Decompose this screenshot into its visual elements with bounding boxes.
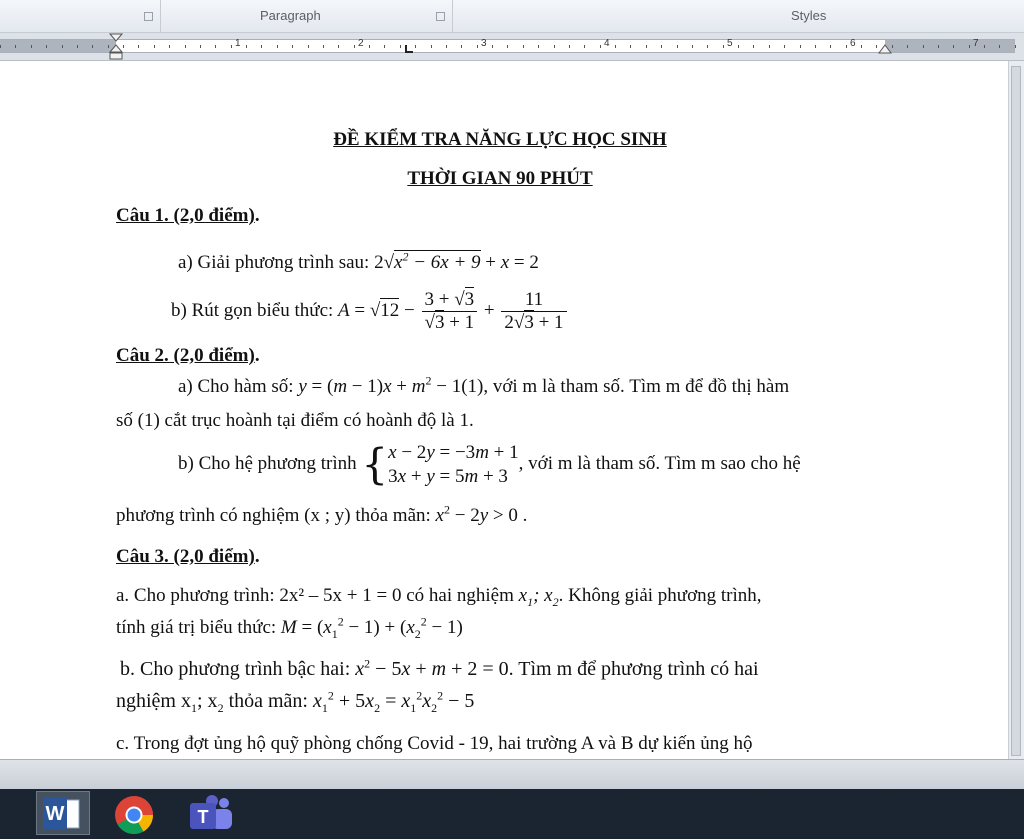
teams-icon xyxy=(186,791,238,835)
q3b-line2: nghiệm $x_1$; $x_2$ thỏa mãn: $x_1^2 + 5x_2 = x_1^2x_2^2 - 5$ xyxy=(116,688,475,715)
ruler-tick xyxy=(507,45,508,48)
ruler-tick xyxy=(246,45,247,48)
ruler-right-margin xyxy=(885,40,1014,52)
ruler-tick xyxy=(984,45,985,48)
ruler-number: 7 xyxy=(973,38,979,49)
ruler-tick xyxy=(292,45,293,48)
ruler-tick xyxy=(169,45,170,48)
q3a-line xyxy=(116,584,762,608)
ribbon-group-labels xyxy=(0,0,1024,33)
ruler-tick xyxy=(630,45,631,48)
ruler-tick xyxy=(523,45,524,48)
ruler-tick xyxy=(92,45,93,48)
ruler-tick xyxy=(861,45,862,48)
ruler-tick xyxy=(77,45,78,48)
q1a-line xyxy=(178,251,539,275)
ruler-tick xyxy=(846,45,847,48)
q2b-line2-text: phương trình có nghiệm (x ; y) thỏa mãn: xyxy=(116,505,436,526)
ruler-tick xyxy=(753,45,754,48)
q3b-suffix: . Tìm m để phương trình có hai xyxy=(508,658,759,680)
ruler-tick xyxy=(769,45,770,48)
q3c-line: c. Trong đợt ủng hộ quỹ phòng chống Covid - 19, hai trường A và B dự kiến ủng hộ xyxy=(116,733,753,754)
font-dialog-launcher-icon[interactable] xyxy=(144,12,153,21)
ruler-tick xyxy=(538,45,539,48)
q2b-suffix: , với m là tham số. Tìm m sao cho hệ xyxy=(518,453,801,474)
q2b-system: x − 2y = −3m + 1 3x + y = 5m + 3 xyxy=(388,441,519,487)
system-brace: { xyxy=(361,439,389,489)
ruler-tick xyxy=(938,45,939,48)
horizontal-ruler[interactable] xyxy=(0,33,1024,61)
q2b-line xyxy=(178,438,801,490)
ruler-tick xyxy=(876,45,877,48)
ruler-tick xyxy=(677,45,678,48)
q1b-equation: A = √12 − $\frac{3 + √3}{√3 + 1}$ + $\frac{11}{2√3 + 1}$ xyxy=(338,300,569,321)
ruler-tick xyxy=(215,45,216,48)
q1b-line xyxy=(171,287,569,335)
q3a-suffix: . Không giải phương trình, xyxy=(558,585,762,606)
horizontal-scrollbar[interactable] xyxy=(0,759,1024,789)
q3b-equation: $x^2 - 5x + m + 2 = 0$ xyxy=(355,656,509,680)
ruler-tick xyxy=(492,45,493,48)
ruler-tick xyxy=(692,45,693,48)
taskbar-word-button[interactable] xyxy=(36,791,90,835)
ruler-tick xyxy=(892,45,893,48)
q2a-line2: số (1) cắt trục hoành tại điểm có hoành độ là 1. xyxy=(116,410,474,431)
svg-text:T: T xyxy=(197,807,209,827)
q2b-condition: $x^2 - 2y > 0$ . xyxy=(435,502,528,526)
ruler-tick xyxy=(738,45,739,48)
ruler-tick xyxy=(354,45,355,48)
ruler-tick xyxy=(969,45,970,48)
q3-heading: Câu 3. (2,0 điểm). xyxy=(116,546,260,567)
ruler-tick xyxy=(600,45,601,48)
ruler-tick xyxy=(62,45,63,48)
q3b-line2-prefix: nghiệm x xyxy=(116,690,191,712)
ruler-tick xyxy=(200,45,201,48)
ruler-tick xyxy=(15,45,16,48)
ribbon-group-paragraph xyxy=(161,0,453,32)
q1b-prefix: b) Rút gọn biểu thức: xyxy=(171,300,339,321)
ruler-number: 5 xyxy=(727,38,733,49)
ruler-tick xyxy=(323,45,324,48)
q2a-line xyxy=(178,375,789,399)
ruler-tick xyxy=(384,45,385,48)
ruler-tick xyxy=(400,45,401,48)
chrome-icon xyxy=(108,791,160,835)
q3a-line2-text: tính giá trị biểu thức: xyxy=(116,617,281,638)
ruler-number: 2 xyxy=(358,38,364,49)
ruler-number: 4 xyxy=(604,38,610,49)
ruler-tick xyxy=(830,45,831,48)
taskbar xyxy=(0,789,1024,839)
q3b-condition: $x_1^2 + 5x_2 = x_1^2x_2^2 - 5$ xyxy=(313,688,475,715)
document-title: ĐỀ KIỂM TRA NĂNG LỰC HỌC SINH xyxy=(333,129,667,150)
ruler-tick xyxy=(554,45,555,48)
vertical-scrollbar-thumb[interactable] xyxy=(1011,66,1021,756)
ruler-tick xyxy=(261,45,262,48)
q2b-prefix: b) Cho hệ phương trình xyxy=(178,453,357,474)
q2-heading: Câu 2. (2,0 điểm). xyxy=(116,345,260,366)
ruler-tick xyxy=(907,45,908,48)
ruler-tick xyxy=(31,45,32,48)
ruler-tick xyxy=(46,45,47,48)
document-subtitle: THỜI GIAN 90 PHÚT xyxy=(407,168,593,189)
q2b-line2 xyxy=(116,504,527,528)
q3b-prefix: b. Cho phương trình bậc hai: xyxy=(120,658,356,680)
ruler-tick xyxy=(338,45,339,48)
paragraph-dialog-launcher-icon[interactable] xyxy=(436,12,445,21)
q2a-prefix: a) Cho hàm số: xyxy=(178,376,299,397)
ruler-tick xyxy=(431,45,432,48)
ruler-tick xyxy=(646,45,647,48)
ribbon-group-font xyxy=(0,0,161,32)
word-icon xyxy=(37,792,89,834)
ruler-tick xyxy=(369,45,370,48)
ruler-tick xyxy=(415,45,416,48)
q3b-line2-mid: thỏa mãn: xyxy=(223,690,313,712)
ruler-tick xyxy=(661,45,662,48)
ruler-tick xyxy=(569,45,570,48)
q2a-suffix: , với m là tham số. Tìm m để đồ thị hàm xyxy=(483,376,790,397)
q3a-prefix: a. Cho phương trình: 2x² – 5x + 1 = 0 có hai nghiệm xyxy=(116,585,519,606)
taskbar-chrome-button[interactable] xyxy=(108,791,162,835)
tab-stop-icon[interactable] xyxy=(404,44,414,54)
ruler-tick xyxy=(154,45,155,48)
indent-marker-icon[interactable] xyxy=(108,33,124,60)
right-indent-marker-icon[interactable] xyxy=(878,42,892,54)
ruler-tick xyxy=(231,45,232,48)
ruler-tick xyxy=(784,45,785,48)
q1-heading: Câu 1. (2,0 điểm). xyxy=(116,205,260,226)
q3a-expression: $M = (x_1^2 - 1) + (x_2^2 - 1)$ xyxy=(280,614,463,641)
ruler-tick xyxy=(308,45,309,48)
svg-text:W: W xyxy=(45,803,65,825)
document-page[interactable] xyxy=(0,61,1008,759)
ruler-tick xyxy=(461,45,462,48)
ruler-number: 6 xyxy=(850,38,856,49)
q3a-roots: $x_1$; $x_2$ xyxy=(518,585,559,609)
ribbon-group-styles xyxy=(453,0,1024,32)
ruler-tick xyxy=(999,45,1000,48)
ruler-tick xyxy=(615,45,616,48)
ruler-tick xyxy=(815,45,816,48)
ruler-number: 3 xyxy=(481,38,487,49)
q1a-equation: $2√x^2 - 6x + 9 + x = 2$ xyxy=(374,249,539,273)
ruler-tick xyxy=(1015,45,1016,48)
ruler-tick xyxy=(584,45,585,48)
ruler-tick xyxy=(0,45,1,48)
q3b-line xyxy=(120,657,759,681)
ruler-tick xyxy=(138,45,139,48)
ruler-tick xyxy=(723,45,724,48)
ruler-tick xyxy=(185,45,186,48)
q2a-equation: $y = (m - 1)x + m^2 - 1(1)$ xyxy=(298,373,484,397)
ruler-tick xyxy=(446,45,447,48)
ruler-tick xyxy=(800,45,801,48)
ruler-tick xyxy=(923,45,924,48)
ruler-tick xyxy=(277,45,278,48)
q3a-line2 xyxy=(116,616,463,640)
q1a-prefix: a) Giải phương trình sau: xyxy=(178,252,375,273)
ruler-number: 1 xyxy=(235,38,241,49)
ruler-tick xyxy=(477,45,478,48)
styles-group-label: Styles xyxy=(791,8,827,23)
ruler-tick xyxy=(707,45,708,48)
taskbar-teams-button[interactable] xyxy=(186,791,240,835)
paragraph-group-label: Paragraph xyxy=(260,8,321,23)
ruler-tick xyxy=(953,45,954,48)
ruler-left-margin xyxy=(0,40,116,52)
